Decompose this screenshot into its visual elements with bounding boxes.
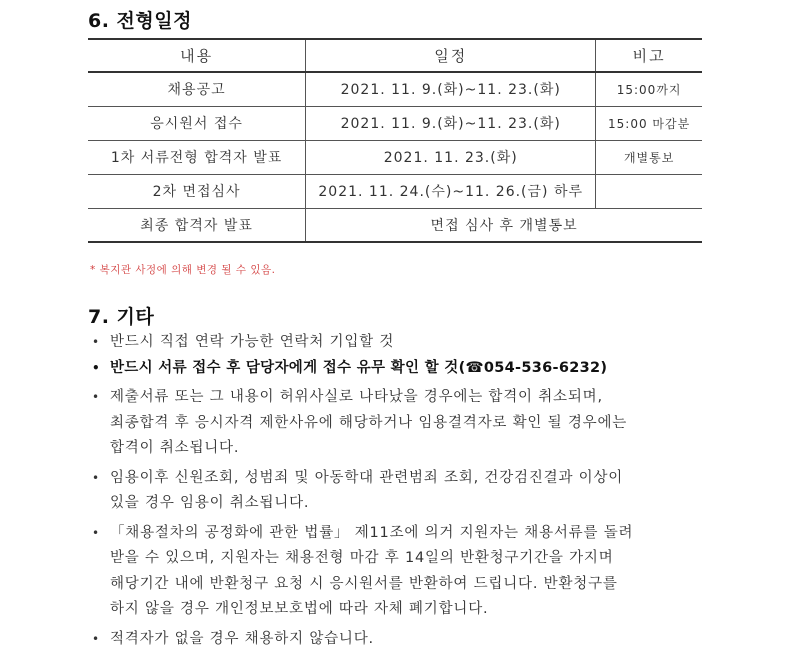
row-schedule: 면접 심사 후 개별통보 (306, 208, 702, 242)
row-schedule: 2021. 11. 9.(화)~11. 23.(화) (306, 106, 596, 140)
row-content: 1차 서류전형 합격자 발표 (88, 140, 306, 174)
footnote: * 복지관 사정에 의해 변경 될 수 있음. (90, 262, 275, 277)
item-line: 반드시 서류 접수 후 담당자에게 접수 유무 확인 할 것(☎054-536-6232) (110, 356, 728, 382)
schedule-table (88, 38, 702, 243)
bullet-icon: • (92, 356, 100, 382)
list-item (88, 330, 728, 356)
list-item (88, 356, 728, 382)
table-row (88, 174, 702, 208)
row-schedule: 2021. 11. 9.(화)~11. 23.(화) (306, 72, 596, 106)
list-item (88, 521, 728, 623)
row-content: 채용공고 (88, 72, 306, 106)
bullet-icon: • (92, 385, 100, 411)
list-item (88, 466, 728, 517)
item-line: 적격자가 없을 경우 채용하지 않습니다. (110, 627, 728, 652)
item-line: 해당기간 내에 반환청구 요청 시 응시원서를 반환하여 드립니다. 반환청구를 (110, 572, 728, 598)
header-content: 내용 (88, 39, 306, 72)
item-line: 임용이후 신원조회, 성범죄 및 아동학대 관련범죄 조회, 건강검진결과 이상이 (110, 466, 728, 492)
section-7-title: 7. 기타 (88, 302, 154, 329)
section-6-title: 6. 전형일정 (88, 6, 192, 33)
item-line: 반드시 직접 연락 가능한 연락처 기입할 것 (110, 330, 728, 356)
table-row (88, 106, 702, 140)
table-row (88, 72, 702, 106)
item-line: 제출서류 또는 그 내용이 허위사실로 나타났을 경우에는 합격이 취소되며, (110, 385, 728, 411)
row-remarks (596, 174, 702, 208)
notes-list (88, 330, 728, 652)
row-schedule: 2021. 11. 24.(수)~11. 26.(금) 하루 (306, 174, 596, 208)
bullet-icon: • (92, 466, 100, 492)
row-remarks: 15:00까지 (596, 72, 702, 106)
item-line: 있을 경우 임용이 취소됩니다. (110, 491, 728, 517)
row-schedule: 2021. 11. 23.(화) (306, 140, 596, 174)
bullet-icon: • (92, 330, 100, 356)
list-item (88, 627, 728, 652)
row-remarks: 개별통보 (596, 140, 702, 174)
header-remarks: 비고 (596, 39, 702, 72)
row-remarks: 15:00 마감분 (596, 106, 702, 140)
item-line: 「채용절차의 공정화에 관한 법률」 제11조에 의거 지원자는 채용서류를 돌려 (110, 521, 728, 547)
table-header-row (88, 39, 702, 72)
item-line: 최종합격 후 응시자격 제한사유에 해당하거나 임용결격자로 확인 될 경우에는 (110, 411, 728, 437)
table-row (88, 140, 702, 174)
item-line: 하지 않을 경우 개인정보보호법에 따라 자체 폐기합니다. (110, 597, 728, 623)
bullet-icon: • (92, 521, 100, 547)
row-content: 2차 면접심사 (88, 174, 306, 208)
header-schedule: 일정 (306, 39, 596, 72)
list-item (88, 385, 728, 462)
item-line: 합격이 취소됩니다. (110, 436, 728, 462)
row-content: 응시원서 접수 (88, 106, 306, 140)
table-row (88, 208, 702, 242)
row-content: 최종 합격자 발표 (88, 208, 306, 242)
item-line: 받을 수 있으며, 지원자는 채용전형 마감 후 14일의 반환청구기간을 가지며 (110, 546, 728, 572)
bullet-icon: • (92, 627, 100, 652)
